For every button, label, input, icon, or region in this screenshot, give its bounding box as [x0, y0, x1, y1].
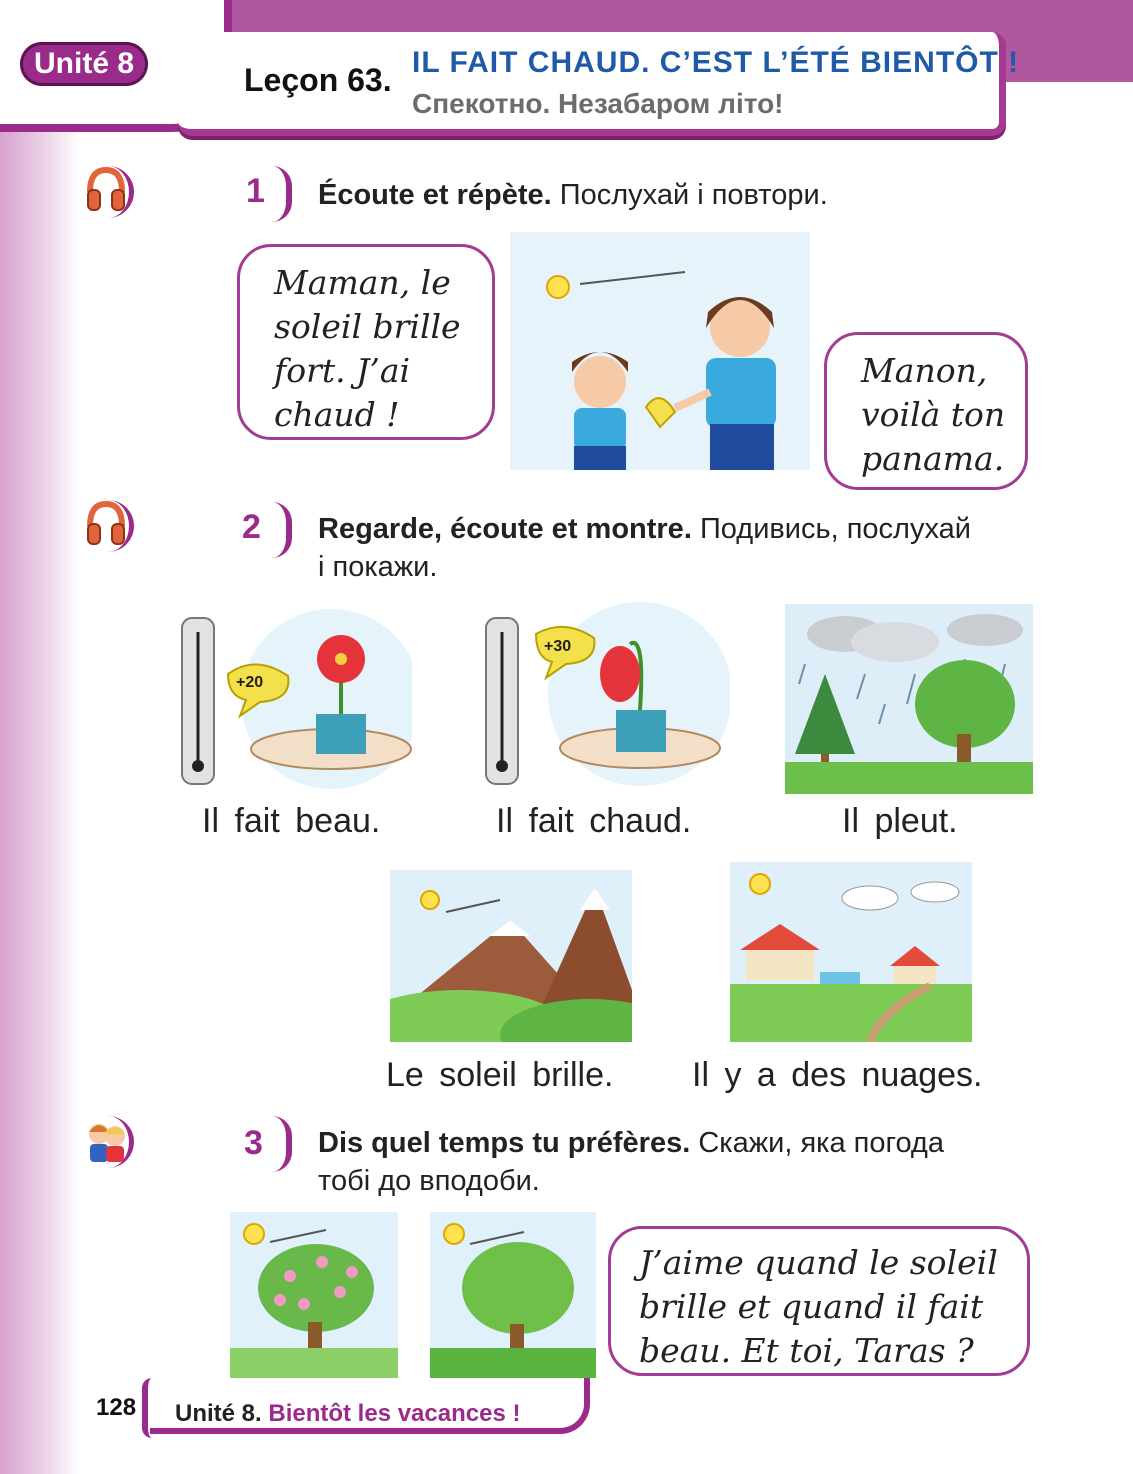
flower-beau-illustration	[176, 604, 412, 794]
speech-bubble-mother	[824, 332, 1028, 490]
footer-unit: Unité 8.	[175, 1400, 262, 1427]
unit-badge: Unité 8	[20, 42, 148, 86]
flower-chaud-illustration	[480, 594, 730, 794]
footer-unit-title: Bientôt les vacances !	[268, 1400, 521, 1427]
bubble-line: J’aime quand le soleil	[639, 1243, 998, 1282]
exercise-2-number: 2	[242, 508, 261, 546]
instruction-fr: Dis quel temps tu préfères.	[318, 1127, 691, 1159]
bubble-line: panama.	[861, 439, 1005, 478]
thermo-label: +30	[544, 638, 572, 655]
bubble-line: fort. J’ai	[274, 351, 411, 390]
rain-illustration	[785, 604, 1033, 794]
exercise-3-instruction	[318, 1124, 1078, 1200]
instruction-uk: тобі до вподоби.	[318, 1165, 540, 1197]
exercise-1-bracket	[272, 166, 292, 222]
page-number: 128	[96, 1394, 137, 1421]
instruction-uk: і покажи.	[318, 551, 438, 583]
blossom-tree-illustration	[230, 1212, 398, 1378]
instruction-uk: Послухай і повтори.	[559, 179, 828, 211]
caption-soleil: Le soleil brille.	[386, 1056, 614, 1094]
thermo-label: +20	[236, 674, 264, 691]
speech-bubble-weather	[608, 1226, 1030, 1376]
clouds-village-illustration	[730, 862, 972, 1042]
exercise-1-instruction	[318, 176, 828, 214]
page-side-strip	[0, 0, 80, 1474]
lesson-title-uk: Спекотно. Незабаром літо!	[412, 88, 784, 119]
bubble-line: soleil brille	[274, 307, 461, 346]
instruction-uk: Подивись, послухай	[699, 513, 971, 545]
exercise-3-number: 3	[244, 1124, 263, 1162]
mountains-illustration	[390, 870, 632, 1042]
lesson-label: Leçon 63.	[244, 62, 392, 98]
exercise-3-bracket	[272, 1116, 292, 1172]
bubble-line: Manon,	[861, 351, 988, 390]
caption-chaud: Il fait chaud.	[496, 802, 692, 840]
bubble-line: brille et quand il fait	[639, 1287, 984, 1326]
bubble-line: beau. Et toi, Taras ?	[639, 1331, 974, 1370]
bubble-line: voilà ton	[861, 395, 1006, 434]
bubble-line: Maman, le	[274, 263, 451, 302]
bubble-line: chaud !	[274, 395, 400, 434]
mother-daughter-illustration	[510, 232, 810, 470]
headphones-icon[interactable]	[86, 500, 134, 552]
exercise-2-instruction	[318, 510, 1078, 586]
caption-nuages: Il y a des nuages.	[692, 1056, 983, 1094]
lesson-title-fr: IL FAIT CHAUD. C’EST L’ÉTÉ BIENTÔT !	[412, 46, 1020, 79]
caption-beau: Il fait beau.	[202, 802, 381, 840]
footer-title	[175, 1400, 520, 1428]
speech-bubble-manon	[237, 244, 495, 440]
headphones-icon[interactable]	[86, 166, 134, 218]
exercise-1-number: 1	[246, 172, 265, 210]
green-tree-illustration	[430, 1212, 596, 1378]
instruction-uk: Скажи, яка погода	[698, 1127, 944, 1159]
instruction-fr: Écoute et répète.	[318, 179, 552, 211]
exercise-2-bracket	[272, 502, 292, 558]
caption-pleut: Il pleut.	[842, 802, 958, 840]
instruction-fr: Regarde, écoute et montre.	[318, 513, 692, 545]
children-icon[interactable]	[86, 1116, 134, 1168]
